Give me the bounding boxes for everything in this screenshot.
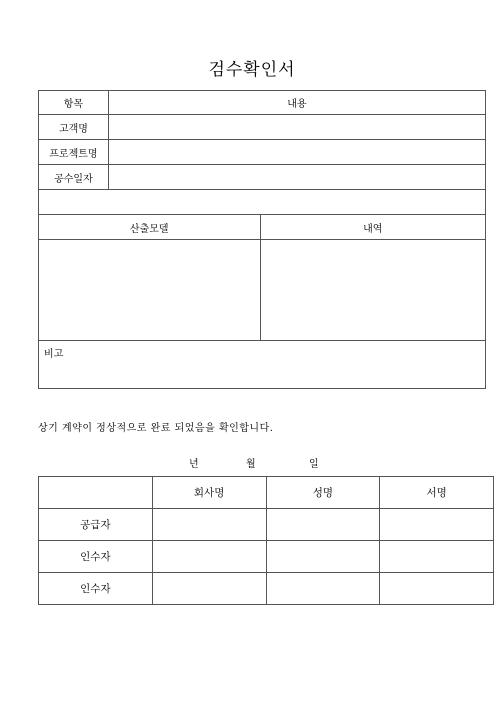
company-name-header: 회사명 (152, 477, 266, 509)
details-cell[interactable] (260, 240, 486, 341)
project-name-value[interactable] (108, 140, 485, 165)
date-month-label: 월 (246, 459, 256, 470)
receiver-2-label: 인수자 (39, 573, 153, 605)
supplier-signature-cell[interactable] (380, 509, 494, 541)
remarks-cell[interactable] (39, 341, 486, 389)
project-info-table (38, 90, 486, 389)
receiver-2-company-cell[interactable] (152, 573, 266, 605)
receiver-label: 인수자 (39, 541, 153, 573)
remarks-label: 비고 (44, 349, 64, 360)
item-header: 항목 (39, 91, 109, 115)
customer-name-value[interactable] (108, 115, 485, 140)
receiver-company-cell[interactable] (152, 541, 266, 573)
customer-name-label: 고객명 (39, 115, 109, 140)
deliverable-cell[interactable] (39, 240, 261, 341)
corner-header (39, 477, 153, 509)
blank-row[interactable] (39, 190, 486, 215)
project-name-label: 프로젝트명 (39, 140, 109, 165)
signature-header: 서명 (380, 477, 494, 509)
supplier-name-cell[interactable] (266, 509, 380, 541)
date-day-label: 일 (309, 459, 319, 470)
supplier-label: 공급자 (39, 509, 153, 541)
date-year-label: 년 (189, 459, 199, 470)
supplier-company-cell[interactable] (152, 509, 266, 541)
person-name-header: 성명 (266, 477, 380, 509)
receiver-signature-cell[interactable] (380, 541, 494, 573)
work-date-label: 공수일자 (39, 165, 109, 190)
confirmation-statement: 상기 계약이 정상적으로 완료 되었음을 확인합니다. (38, 423, 274, 434)
signature-table (38, 476, 494, 605)
document-title: 검수확인서 (208, 60, 296, 80)
details-header: 내역 (260, 215, 486, 240)
receiver-2-name-cell[interactable] (266, 573, 380, 605)
content-header: 내용 (108, 91, 485, 115)
receiver-2-signature-cell[interactable] (380, 573, 494, 605)
deliverable-header: 산출모델 (39, 215, 261, 240)
receiver-name-cell[interactable] (266, 541, 380, 573)
work-date-value[interactable] (108, 165, 485, 190)
